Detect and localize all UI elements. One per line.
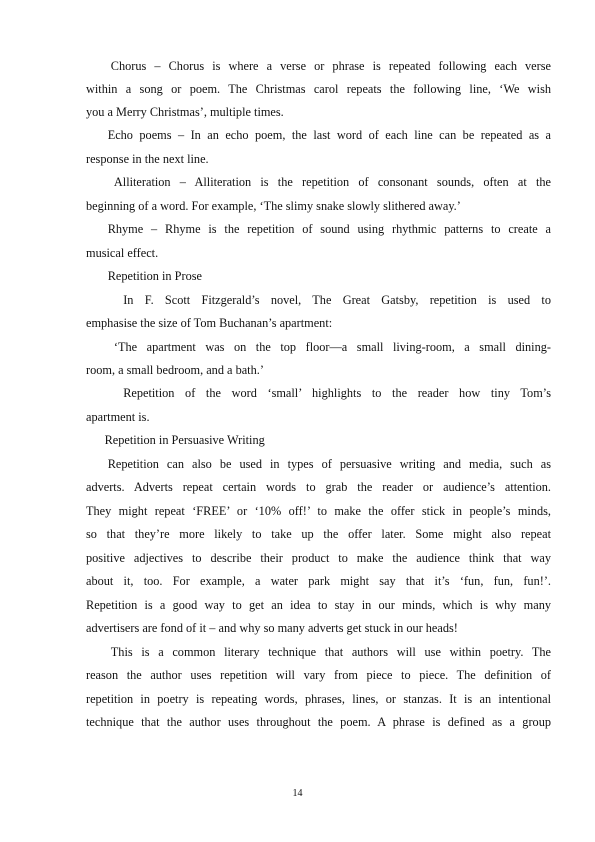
text-line: In F. Scott Fitzgerald’s novel, The Great Gatsby, repetition is used to <box>123 293 551 307</box>
text-line: musical effect. <box>86 246 159 260</box>
section-heading: Repetition in Prose <box>107 269 202 283</box>
text-line: technique that the author uses throughout the poem. A phrase is defined as a group <box>86 715 551 729</box>
text-line: Echo poems – In an echo poem, the last word of each line can be repeated as a <box>107 128 551 142</box>
text-line: you a Merry Christmas’, multiple times. <box>86 105 284 119</box>
text-line: Repetition is a good way to get an idea to stay in our minds, which is why many <box>86 598 551 612</box>
text-line: about it, too. For example, a water park might say that it’s ‘fun, fun, fun!’. <box>86 574 551 588</box>
text-line: Chorus – Chorus is where a verse or phrase is repeated following each verse <box>110 59 551 73</box>
text-line: adverts. Adverts repeat certain words to grab the reader or audience’s attention. <box>86 480 551 494</box>
text-line: They might repeat ‘FREE’ or ‘10% off!’ to make the offer stick in people’s minds, <box>86 504 551 518</box>
text-line: Repetition of the word ‘small’ highlights to the reader how tiny Tom’s <box>123 386 551 400</box>
text-line: advertisers are fond of it – and why so many adverts get stuck in our heads! <box>86 621 458 635</box>
text-line: repetition in poetry is repeating words, phrases, lines, or stanzas. It is an intentional <box>86 692 551 706</box>
text-line: positive adjectives to describe their product to make the audience think that way <box>86 551 551 565</box>
text-line: Repetition can also be used in types of persuasive writing and media, such as <box>107 457 551 471</box>
text-line: Rhyme – Rhyme is the repetition of sound using rhythmic patterns to create a <box>107 222 551 236</box>
text-line: emphasise the size of Tom Buchanan’s apartment: <box>86 316 333 330</box>
page-number: 14 <box>292 788 303 799</box>
quote-line: room, a small bedroom, and a bath.’ <box>86 363 264 377</box>
text-line: Alliteration – Alliteration is the repetition of consonant sounds, often at the <box>113 175 551 189</box>
text-line: response in the next line. <box>86 152 209 166</box>
text-line: within a song or poem. The Christmas carol repeats the following line, ‘We wish <box>86 82 551 96</box>
text-line: so that they’re more likely to take up the offer later. Some might also repeat <box>86 527 551 541</box>
text-line: This is a common literary technique that authors will use within poetry. The <box>110 645 551 659</box>
quote-line: ‘The apartment was on the top floor—a small living-room, a small dining- <box>113 340 551 354</box>
text-line: beginning of a word. For example, ‘The slimy snake slowly slithered away.’ <box>86 199 461 213</box>
text-line: reason the author uses repetition will vary from piece to piece. The definition of <box>86 668 551 682</box>
text-line: apartment is. <box>86 410 150 424</box>
section-heading: Repetition in Persuasive Writing <box>104 433 265 447</box>
